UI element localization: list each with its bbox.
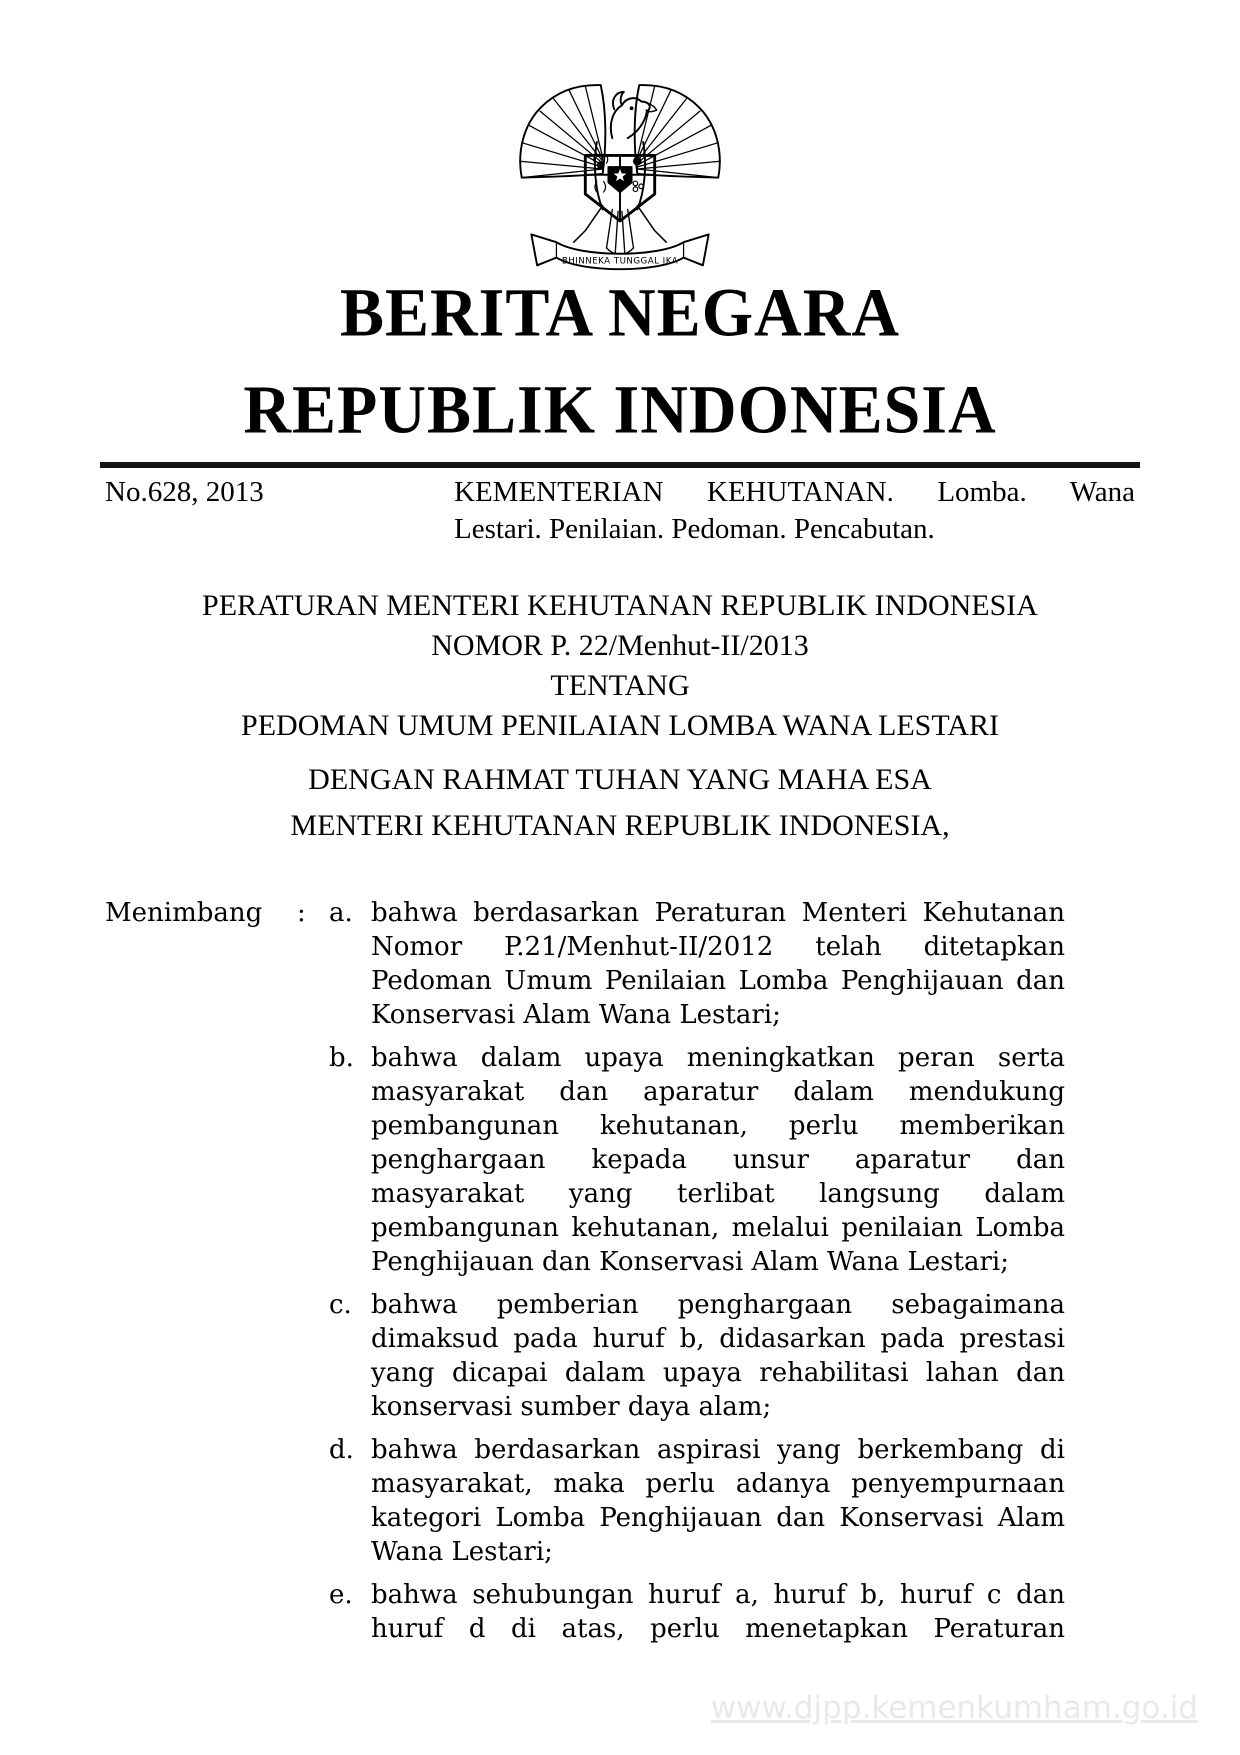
garuda-pancasila-icon [514,82,726,280]
heading-subject: PEDOMAN UMUM PENILAIAN LOMBA WANA LESTARI [241,709,999,742]
consideration-item-d [329,1433,1065,1569]
considerations-colon: : [297,898,306,928]
consideration-text: bahwa sehubungan huruf a, huruf b, huruf c dan huruf d di atas, perlu menetapkan Peraturan [371,1580,1065,1644]
consideration-text: bahwa dalam upaya meningkatkan peran serta masyarakat dan aparatur dalam mendukung pembangunan kehutanan, perlu memberikan penghargaan kepada unsur aparatur dan masyarakat yang terlibat langsung dalam pembangunan kehutanan, melalui penilaian Lomba Penghijauan dan Konservasi Alam Wana Lestari; [371,1043,1065,1277]
consideration-item-c [329,1288,1065,1424]
consideration-item-a [329,896,1065,1032]
masthead-title-line2: REPUBLIK INDONESIA [243,371,997,449]
consideration-letter: d. [329,1435,354,1465]
heading-tentang: TENTANG [550,669,690,702]
heading-authority: MENTERI KEHUTANAN REPUBLIK INDONESIA, [290,809,950,842]
heading-regulation-number: NOMOR P. 22/Menhut-II/2013 [431,629,809,662]
consideration-text: bahwa berdasarkan Peraturan Menteri Kehutanan Nomor P.21/Menhut-II/2012 telah ditetapkan Pedoman Umum Penilaian Lomba Penghijauan dan Konservasi Alam Wana Lestari; [371,898,1065,1030]
heading-regulation-title: PERATURAN MENTERI KEHUTANAN REPUBLIK INDONESIA [202,589,1038,622]
masthead-divider-rule [100,462,1140,468]
consideration-letter: e. [329,1580,353,1610]
considerations-items [329,896,1065,1655]
considerations-section [105,896,1065,1655]
masthead-title [0,265,1240,458]
watermark-url: www.djpp.kemenkumham.go.id [710,1690,1198,1726]
consideration-letter: a. [329,898,353,928]
gazette-number: No.628, 2013 [105,476,264,508]
gazette-subject [454,474,1135,548]
consideration-text: bahwa pemberian penghargaan sebagaimana dimaksud pada huruf b, didasarkan pada prestasi yang dicapai dalam upaya rehabilitasi lahan dan konservasi sumber daya alam; [371,1290,1065,1422]
consideration-text: bahwa berdasarkan aspirasi yang berkembang di masyarakat, maka perlu adanya penyempurnaan kategori Lomba Penghijauan dan Konservasi Alam Wana Lestari; [371,1435,1065,1567]
gazette-subject-line1: KEMENTERIAN KEHUTANAN. Lomba. Wana [454,476,1135,508]
document-heading [0,586,1240,846]
heading-invocation: DENGAN RAHMAT TUHAN YANG MAHA ESA [308,763,932,796]
consideration-letter: c. [329,1290,352,1320]
gazette-subject-line2: Lestari. Penilaian. Pedoman. Pencabutan. [454,513,935,545]
consideration-item-b [329,1041,1065,1279]
emblem-motto-text: BHINNEKA TUNGGAL IKA [561,256,679,267]
masthead-title-line1: BERITA NEGARA [339,274,901,352]
consideration-letter: b. [329,1043,354,1073]
consideration-item-e [329,1578,1065,1646]
considerations-label: Menimbang [105,898,263,928]
garuda-pancasila-emblem [514,82,726,280]
